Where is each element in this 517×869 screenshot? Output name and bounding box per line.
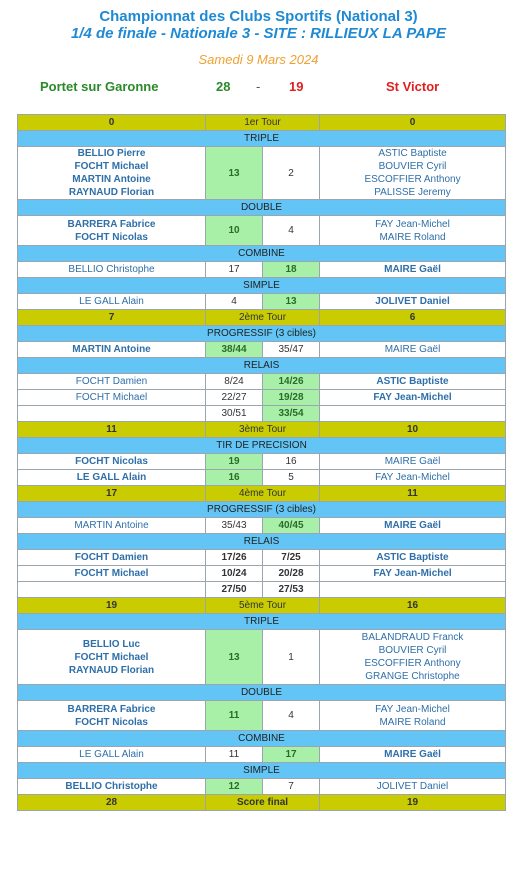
score-a: 8/24 xyxy=(206,374,263,390)
score-b: 40/45 xyxy=(263,518,320,534)
score-a: 10/24 xyxy=(206,566,263,582)
score-separator: - xyxy=(256,79,261,94)
event-title: TRIPLE xyxy=(18,131,506,147)
match-row xyxy=(18,630,506,685)
tour-label: 1er Tour xyxy=(206,115,320,131)
player-name: BELLIO Luc xyxy=(82,638,141,650)
event-title: SIMPLE xyxy=(18,278,506,294)
player-name: FOCHT Damien xyxy=(75,376,148,387)
event-title: COMBINE xyxy=(18,731,506,747)
player-a-cell xyxy=(18,630,206,685)
player-b-cell xyxy=(320,470,506,486)
section-row xyxy=(18,502,506,518)
section-row xyxy=(18,731,506,747)
tour-score-b: 0 xyxy=(320,115,506,131)
event-title: RELAIS xyxy=(18,358,506,374)
player-a-cell xyxy=(18,779,206,795)
player-name: MAIRE Gaël xyxy=(384,749,441,760)
player-b-cell xyxy=(320,630,506,685)
score-b: 2 xyxy=(263,147,320,200)
player-b-cell xyxy=(320,747,506,763)
tour-label: 2ème Tour xyxy=(206,310,320,326)
team-a-name: Portet sur Garonne xyxy=(40,79,159,94)
player-name: MAIRE Gaël xyxy=(384,344,441,355)
match-row xyxy=(18,454,506,470)
player-b-cell xyxy=(320,262,506,278)
section-row xyxy=(18,438,506,454)
match-row xyxy=(18,582,506,598)
tour-label: 5ème Tour xyxy=(206,598,320,614)
score-b: 14/26 xyxy=(263,374,320,390)
score-a: 11 xyxy=(206,747,263,763)
tour-score-b: 16 xyxy=(320,598,506,614)
event-date: Samedi 9 Mars 2024 xyxy=(198,52,319,67)
score-a: 11 xyxy=(206,701,263,731)
player-b-cell xyxy=(320,701,506,731)
score-a: 16 xyxy=(206,470,263,486)
player-name: BOUVIER Cyril xyxy=(378,645,447,656)
tour-row xyxy=(18,795,506,811)
player-b-cell xyxy=(320,390,506,406)
player-name: BELLIO Pierre xyxy=(77,148,146,159)
player-b-cell xyxy=(320,147,506,200)
match-row xyxy=(18,550,506,566)
score-a: 30/51 xyxy=(206,406,263,422)
player-b-cell xyxy=(320,779,506,795)
player-a-cell xyxy=(18,747,206,763)
tour-row xyxy=(18,422,506,438)
player-name: BARRERA Fabrice xyxy=(67,218,156,230)
player-name: GRANGE Christophe xyxy=(365,671,460,682)
score-a: 22/27 xyxy=(206,390,263,406)
player-b-cell xyxy=(320,454,506,470)
score-a: 35/43 xyxy=(206,518,263,534)
player-a-cell xyxy=(18,470,206,486)
match-row xyxy=(18,342,506,358)
score-b: 1 xyxy=(263,630,320,685)
player-name: FAY Jean-Michel xyxy=(375,703,450,715)
tour-label: Score final xyxy=(206,795,320,811)
player-a-cell xyxy=(18,147,206,200)
player-name: FAY Jean-Michel xyxy=(373,392,452,403)
player-a-cell xyxy=(18,582,206,598)
player-a-cell xyxy=(18,406,206,422)
player-b-cell xyxy=(320,294,506,310)
score-b: 20/28 xyxy=(263,566,320,582)
section-row xyxy=(18,534,506,550)
match-row xyxy=(18,747,506,763)
player-name: MAIRE Gaël xyxy=(384,456,441,467)
tour-score-a: 28 xyxy=(18,795,206,811)
player-b-cell xyxy=(320,216,506,246)
event-title: DOUBLE xyxy=(18,200,506,216)
player-name: MARTIN Antoine xyxy=(72,174,151,185)
tour-score-b: 19 xyxy=(320,795,506,811)
score-a: 13 xyxy=(206,147,263,200)
player-name: PALISSE Jeremy xyxy=(374,187,451,198)
player-name: MAIRE Roland xyxy=(379,231,446,243)
player-name: ASTIC Baptiste xyxy=(378,148,447,159)
player-a-cell xyxy=(18,701,206,731)
score-b: 5 xyxy=(263,470,320,486)
tour-score-b: 10 xyxy=(320,422,506,438)
score-b: 18 xyxy=(263,262,320,278)
section-row xyxy=(18,246,506,262)
event-title: RELAIS xyxy=(18,534,506,550)
player-name: JOLIVET Daniel xyxy=(375,296,450,307)
player-name: ASTIC Baptiste xyxy=(376,552,449,563)
player-name: RAYNAUD Florian xyxy=(68,187,155,198)
score-a: 19 xyxy=(206,454,263,470)
event-title: TRIPLE xyxy=(18,614,506,630)
score-b: 4 xyxy=(263,216,320,246)
player-name: FOCHT Damien xyxy=(74,552,149,563)
score-b: 19/28 xyxy=(263,390,320,406)
score-b: 4 xyxy=(263,701,320,731)
event-title: TIR DE PRECISION xyxy=(18,438,506,454)
match-row xyxy=(18,406,506,422)
player-name: LE GALL Alain xyxy=(79,749,144,760)
player-name: JOLIVET Daniel xyxy=(376,781,449,792)
match-row xyxy=(18,294,506,310)
score-a: 27/50 xyxy=(206,582,263,598)
section-row xyxy=(18,358,506,374)
player-name: FAY Jean-Michel xyxy=(375,218,450,230)
page-subtitle: 1/4 de finale - Nationale 3 - SITE : RILLIEUX LA PAPE xyxy=(70,25,447,42)
event-title: DOUBLE xyxy=(18,685,506,701)
section-row xyxy=(18,200,506,216)
player-name: LE GALL Alain xyxy=(79,296,144,307)
player-name: FOCHT Nicolas xyxy=(75,231,148,243)
player-name: MARTIN Antoine xyxy=(74,520,149,531)
tour-score-a: 17 xyxy=(18,486,206,502)
score-a: 12 xyxy=(206,779,263,795)
tour-score-b: 6 xyxy=(320,310,506,326)
player-name: BELLIO Christophe xyxy=(68,264,155,275)
section-row xyxy=(18,685,506,701)
team-b-name: St Victor xyxy=(386,79,440,94)
score-b: 35/47 xyxy=(263,342,320,358)
score-a: 17/26 xyxy=(206,550,263,566)
player-name: ASTIC Baptiste xyxy=(376,376,449,387)
score-a: 17 xyxy=(206,262,263,278)
match-row xyxy=(18,390,506,406)
score-b: 27/53 xyxy=(263,582,320,598)
player-b-cell xyxy=(320,406,506,422)
player-b-cell xyxy=(320,566,506,582)
section-row xyxy=(18,326,506,342)
player-name: FOCHT Michael xyxy=(74,161,149,172)
tour-score-a: 11 xyxy=(18,422,206,438)
player-b-cell xyxy=(320,518,506,534)
player-name: BARRERA Fabrice xyxy=(67,703,156,715)
player-a-cell xyxy=(18,342,206,358)
player-a-cell xyxy=(18,294,206,310)
player-a-cell xyxy=(18,518,206,534)
match-row xyxy=(18,216,506,246)
results-table xyxy=(17,114,506,811)
event-title: COMBINE xyxy=(18,246,506,262)
section-row xyxy=(18,131,506,147)
player-a-cell xyxy=(18,262,206,278)
player-name: FOCHT Michael xyxy=(75,392,148,403)
match-row xyxy=(18,262,506,278)
player-name: FOCHT Michael xyxy=(74,568,149,579)
player-a-cell xyxy=(18,454,206,470)
player-b-cell xyxy=(320,582,506,598)
player-name: FOCHT Nicolas xyxy=(75,456,148,467)
match-row xyxy=(18,779,506,795)
player-name: MAIRE Roland xyxy=(379,716,446,728)
tour-row xyxy=(18,115,506,131)
player-name: FAY Jean-Michel xyxy=(375,472,450,483)
player-name: BOUVIER Cyril xyxy=(378,161,447,172)
player-name: MAIRE Gaël xyxy=(384,264,441,275)
tour-score-a: 7 xyxy=(18,310,206,326)
team-b-score: 19 xyxy=(289,79,304,94)
score-b: 7 xyxy=(263,779,320,795)
match-row xyxy=(18,374,506,390)
score-b: 33/54 xyxy=(263,406,320,422)
match-row xyxy=(18,147,506,200)
player-a-cell xyxy=(18,216,206,246)
tour-row xyxy=(18,486,506,502)
player-a-cell xyxy=(18,550,206,566)
player-name: MARTIN Antoine xyxy=(72,344,151,355)
tour-row xyxy=(18,310,506,326)
player-name: ESCOFFIER Anthony xyxy=(364,174,461,185)
page-title: Championnat des Clubs Sportifs (National 3) xyxy=(99,8,418,25)
score-a: 10 xyxy=(206,216,263,246)
player-b-cell xyxy=(320,374,506,390)
tour-score-a: 0 xyxy=(18,115,206,131)
tour-score-b: 11 xyxy=(320,486,506,502)
player-name: FOCHT Michael xyxy=(74,651,149,663)
player-name: BELLIO Christophe xyxy=(65,781,158,792)
player-a-cell xyxy=(18,390,206,406)
tour-score-a: 19 xyxy=(18,598,206,614)
section-row xyxy=(18,614,506,630)
match-row xyxy=(18,566,506,582)
score-b: 7/25 xyxy=(263,550,320,566)
tour-label: 3ème Tour xyxy=(206,422,320,438)
score-a: 4 xyxy=(206,294,263,310)
match-score-line xyxy=(0,79,517,99)
player-name: RAYNAUD Florian xyxy=(68,664,155,676)
section-row xyxy=(18,278,506,294)
team-a-score: 28 xyxy=(216,79,231,94)
header xyxy=(0,8,517,99)
match-row xyxy=(18,518,506,534)
event-title: PROGRESSIF (3 cibles) xyxy=(18,326,506,342)
score-b: 13 xyxy=(263,294,320,310)
player-name: BALANDRAUD Franck xyxy=(361,632,464,643)
player-name: LE GALL Alain xyxy=(76,472,147,483)
player-b-cell xyxy=(320,342,506,358)
event-title: PROGRESSIF (3 cibles) xyxy=(18,502,506,518)
player-name: ESCOFFIER Anthony xyxy=(364,658,461,669)
match-row xyxy=(18,701,506,731)
player-b-cell xyxy=(320,550,506,566)
score-a: 38/44 xyxy=(206,342,263,358)
player-name: MAIRE Gaël xyxy=(384,520,441,531)
match-row xyxy=(18,470,506,486)
player-name: FOCHT Nicolas xyxy=(75,716,148,728)
player-a-cell xyxy=(18,374,206,390)
tour-row xyxy=(18,598,506,614)
score-a: 13 xyxy=(206,630,263,685)
player-a-cell xyxy=(18,566,206,582)
score-b: 17 xyxy=(263,747,320,763)
tour-label: 4ème Tour xyxy=(206,486,320,502)
section-row xyxy=(18,763,506,779)
event-title: SIMPLE xyxy=(18,763,506,779)
player-name: FAY Jean-Michel xyxy=(373,568,452,579)
score-b: 16 xyxy=(263,454,320,470)
